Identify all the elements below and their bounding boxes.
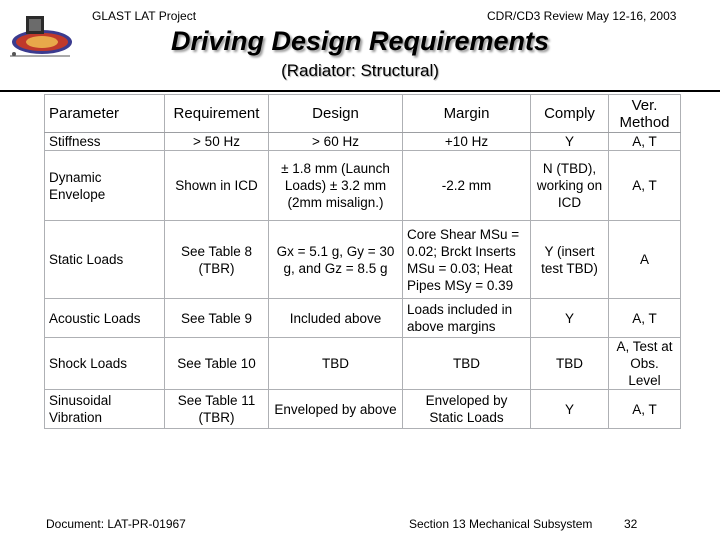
table-row [45, 390, 681, 429]
column-header: Parameter [45, 95, 165, 133]
table-cell: TBD [269, 338, 403, 390]
table-cell: Y (insert test TBD) [531, 221, 609, 299]
table-cell: A, T [609, 299, 681, 338]
table-cell: Shown in ICD [165, 151, 269, 221]
table-cell: Static Loads [45, 221, 165, 299]
section-label: Section 13 Mechanical Subsystem [409, 517, 593, 531]
table-row [45, 338, 681, 390]
page-title: Driving Design Requirements [170, 26, 550, 56]
table-cell: Core Shear MSu = 0.02; Brckt Inserts MSu = 0.03; Heat Pipes MSy = 0.39 [403, 221, 531, 299]
table-cell: Y [531, 390, 609, 429]
table-row [45, 151, 681, 221]
table-row [45, 299, 681, 338]
table-cell: Y [531, 299, 609, 338]
table-cell: Enveloped by above [269, 390, 403, 429]
table-cell: See Table 8 (TBR) [165, 221, 269, 299]
table-cell: A, T [609, 390, 681, 429]
table-cell: Included above [269, 299, 403, 338]
column-header: Requirement [165, 95, 269, 133]
column-header: Margin [403, 95, 531, 133]
page-subtitle: (Radiator: Structural) [281, 61, 439, 80]
table-cell: A, T [609, 133, 681, 151]
table-cell: See Table 9 [165, 299, 269, 338]
table-cell: See Table 11 (TBR) [165, 390, 269, 429]
table-cell: TBD [403, 338, 531, 390]
table-cell: A, T [609, 151, 681, 221]
table-cell: > 60 Hz [269, 133, 403, 151]
table-row [45, 221, 681, 299]
table-cell: Loads included in above margins [403, 299, 531, 338]
project-label: GLAST LAT Project [92, 9, 197, 23]
table-cell: See Table 10 [165, 338, 269, 390]
column-header: Comply [531, 95, 609, 133]
table-cell: -2.2 mm [403, 151, 531, 221]
requirements-table [44, 94, 681, 429]
table-cell: Stiffness [45, 133, 165, 151]
table-cell: Gx = 5.1 g, Gy = 30 g, and Gz = 8.5 g [269, 221, 403, 299]
page-number: 32 [624, 517, 638, 531]
table-cell: A, Test at Obs. Level [609, 338, 681, 390]
column-header: Ver. Method [609, 95, 681, 133]
table-cell: Dynamic Envelope [45, 151, 165, 221]
document-number: Document: LAT-PR-01967 [46, 517, 186, 531]
table-cell: Enveloped by Static Loads [403, 390, 531, 429]
header-divider [0, 90, 720, 92]
table-cell: > 50 Hz [165, 133, 269, 151]
table-header-row [45, 95, 681, 133]
table-cell: +10 Hz [403, 133, 531, 151]
review-label: CDR/CD3 Review May 12-16, 2003 [487, 9, 677, 23]
table-cell: Y [531, 133, 609, 151]
table-cell: A [609, 221, 681, 299]
table-cell: ± 1.8 mm (Launch Loads) ± 3.2 mm (2mm misalign.) [269, 151, 403, 221]
table-row [45, 133, 681, 151]
column-header: Design [269, 95, 403, 133]
table-cell: Acoustic Loads [45, 299, 165, 338]
table-cell: Sinusoidal Vibration [45, 390, 165, 429]
table-cell: TBD [531, 338, 609, 390]
table-cell: N (TBD), working on ICD [531, 151, 609, 221]
table-cell: Shock Loads [45, 338, 165, 390]
